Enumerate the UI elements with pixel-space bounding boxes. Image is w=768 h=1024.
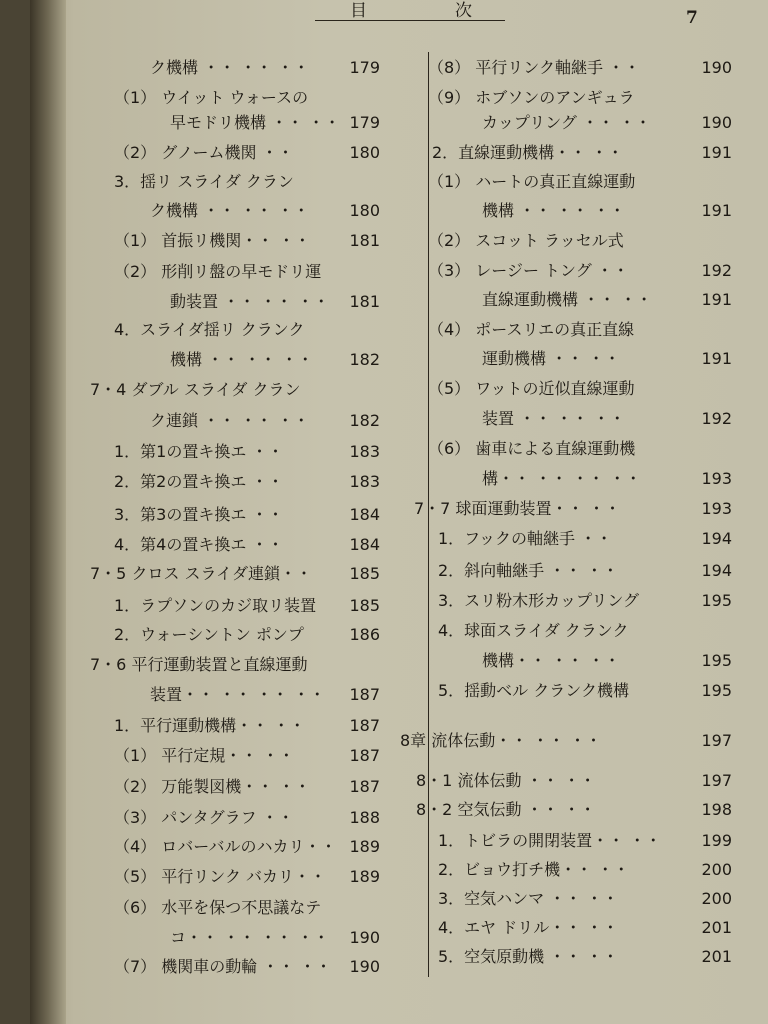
toc-page-number: 195 [701, 651, 732, 670]
toc-entry-text: 直線運動機構 ・・ ・・ [482, 290, 653, 309]
toc-page-number: 190 [701, 58, 732, 77]
toc-entry-text: 8・2 空気伝動 ・・ ・・ [416, 800, 596, 819]
toc-page-number: 184 [349, 535, 380, 554]
toc-page-number: 200 [701, 889, 732, 908]
toc-page-number: 201 [701, 918, 732, 937]
toc-entry-text: 2．直線運動機構・・ ・・ [432, 143, 624, 162]
toc-entry-text: 4．エヤ ドリル・・ ・・ [438, 918, 619, 937]
title-rule [315, 20, 505, 21]
toc-page-number: 187 [349, 685, 380, 704]
toc-entry-text: （6） 水平を保つ不思議なテ [114, 898, 322, 917]
toc-page-number: 191 [701, 290, 732, 309]
toc-entry-text: 4．スライダ揺リ クランク [114, 320, 305, 339]
toc-page-number: 187 [349, 746, 380, 765]
toc-entry-text: （9） ホブソンのアンギュラ [428, 88, 635, 107]
toc-entry-text: 動装置 ・・ ・・ ・・ [170, 292, 330, 311]
page-title [350, 0, 474, 21]
toc-entry-text: 8章 流体伝動・・ ・・ ・・ [400, 731, 602, 750]
toc-page-number: 191 [701, 201, 732, 220]
toc-page-number: 194 [701, 561, 732, 580]
toc-entry-text: 装置 ・・ ・・ ・・ [482, 409, 626, 428]
toc-entry-text: 機構 ・・ ・・ ・・ [482, 201, 626, 220]
title-left-char: 目 [350, 1, 369, 21]
toc-entry-text: 1．フックの軸継手 ・・ [438, 529, 613, 548]
page-number: 7 [686, 8, 698, 28]
toc-page-number: 195 [701, 591, 732, 610]
toc-entry-text: 3．揺リ スライダ クラン [114, 172, 294, 191]
toc-page-number: 185 [349, 596, 380, 615]
toc-page-number: 179 [349, 58, 380, 77]
toc-page-number: 192 [701, 261, 732, 280]
toc-entry-text: 7・7 球面運動装置・・ ・・ [414, 499, 621, 518]
toc-entry-text: 3．空気ハンマ ・・ ・・ [438, 889, 619, 908]
toc-entry-text: （7） 機関車の動輪 ・・ ・・ [114, 957, 332, 976]
toc-entry-text: 3．第3の置キ換エ ・・ [114, 505, 284, 524]
toc-entry-text: （8） 平行リンク軸継手 ・・ [428, 58, 641, 77]
toc-entry-text: 7・6 平行運動装置と直線運動 [90, 655, 308, 674]
toc-entry-text: （4） ロバーバルのハカリ・・ [114, 837, 337, 856]
toc-page-number: 193 [701, 499, 732, 518]
toc-entry-text: 3．スリ粉木形カップリング [438, 591, 640, 610]
toc-entry-text: （1） ハートの真正直線運動 [428, 172, 636, 191]
toc-entry-text: 機構 ・・ ・・ ・・ [170, 350, 314, 369]
toc-page-number: 180 [349, 143, 380, 162]
toc-page-number: 187 [349, 777, 380, 796]
toc-page-number: 179 [349, 113, 380, 132]
toc-entry-text: ク連鎖 ・・ ・・ ・・ [150, 411, 310, 430]
toc-page-number: 189 [349, 837, 380, 856]
toc-entry-text: 4．球面スライダ クランク [438, 621, 629, 640]
toc-entry-text: （3） パンタグラフ ・・ [114, 808, 294, 827]
toc-page-number: 191 [701, 349, 732, 368]
toc-entry-text: 装置・・ ・・ ・・ ・・ [150, 685, 326, 704]
toc-entry-text: 1．平行運動機構・・ ・・ [114, 716, 306, 735]
toc-page-number: 200 [701, 860, 732, 879]
toc-page-number: 190 [701, 113, 732, 132]
toc-entry-text: 1．トビラの開閉装置・・ ・・ [438, 831, 662, 850]
toc-entry-text: 5．揺動ベル クランク機構 [438, 681, 629, 700]
toc-page-number: 188 [349, 808, 380, 827]
toc-entry-text: 7・4 ダブル スライダ クラン [90, 380, 301, 399]
toc-page-number: 184 [349, 505, 380, 524]
toc-page-number: 182 [349, 411, 380, 430]
toc-entry-text: 1．ラプソンのカジ取リ装置 [114, 596, 317, 615]
toc-page-number: 183 [349, 442, 380, 461]
toc-page-number: 194 [701, 529, 732, 548]
toc-page-number: 197 [701, 771, 732, 790]
toc-entry-text: 5．空気原動機 ・・ ・・ [438, 947, 619, 966]
toc-page-number: 201 [701, 947, 732, 966]
toc-page-number: 183 [349, 472, 380, 491]
toc-entry-text: （5） 平行リンク バカリ・・ [114, 867, 327, 886]
toc-page-number: 192 [701, 409, 732, 428]
toc-entry-text: （6） 歯車による直線運動機 [428, 439, 636, 458]
toc-entry-text: （2） スコット ラッセル式 [428, 231, 624, 250]
toc-entry-text: 機構・・ ・・ ・・ [482, 651, 621, 670]
book-page [30, 0, 768, 1024]
toc-page-number: 193 [701, 469, 732, 488]
toc-entry-text: 構・・ ・・ ・・ ・・ [482, 469, 642, 488]
toc-entry-text: （1） 平行定規・・ ・・ [114, 746, 295, 765]
toc-page-number: 189 [349, 867, 380, 886]
toc-page-number: 187 [349, 716, 380, 735]
toc-entry-text: 4．第4の置キ換エ ・・ [114, 535, 284, 554]
toc-page-number: 191 [701, 143, 732, 162]
toc-page-number: 181 [349, 292, 380, 311]
toc-entry-text: カップリング ・・ ・・ [482, 113, 652, 132]
toc-entry-text: 8・1 流体伝動 ・・ ・・ [416, 771, 596, 790]
toc-entry-text: （2） グノーム機関 ・・ [114, 143, 294, 162]
toc-entry-text: ク機構 ・・ ・・ ・・ [150, 58, 310, 77]
toc-page-number: 195 [701, 681, 732, 700]
toc-page-number: 190 [349, 928, 380, 947]
toc-entry-text: （2） 万能製図機・・ ・・ [114, 777, 311, 796]
toc-entry-text: （3） レージー トング ・・ [428, 261, 629, 280]
toc-entry-text: （2） 形削リ盤の早モドリ運 [114, 262, 322, 281]
toc-entry-text: 2．ビョウ打チ機・・ ・・ [438, 860, 630, 879]
toc-entry-text: ク機構 ・・ ・・ ・・ [150, 201, 310, 220]
toc-entry-text: 2．ウォーシントン ポンプ [114, 625, 304, 644]
toc-entry-text: 1．第1の置キ換エ ・・ [114, 442, 284, 461]
toc-entry-text: （4） ポースリエの真正直線 [428, 320, 635, 339]
toc-entry-text: （5） ワットの近似直線運動 [428, 379, 635, 398]
toc-page-number: 185 [349, 564, 380, 583]
toc-entry-text: （1） 首振リ機関・・ ・・ [114, 231, 311, 250]
toc-page-number: 190 [349, 957, 380, 976]
toc-page-number: 181 [349, 231, 380, 250]
toc-entry-text: 2．第2の置キ換エ ・・ [114, 472, 284, 491]
toc-entry-text: 2．斜向軸継手 ・・ ・・ [438, 561, 619, 580]
toc-entry-text: （1） ウイット ウォースの [114, 88, 309, 107]
toc-entry-text: 早モドリ機構 ・・ ・・ [170, 113, 341, 132]
toc-page-number: 197 [701, 731, 732, 750]
toc-page-number: 180 [349, 201, 380, 220]
toc-page-number: 198 [701, 800, 732, 819]
toc-page-number: 182 [349, 350, 380, 369]
toc-page-number: 186 [349, 625, 380, 644]
title-right-char: 次 [455, 1, 474, 21]
toc-page-number: 199 [701, 831, 732, 850]
toc-entry-text: 運動機構 ・・ ・・ [482, 349, 621, 368]
page-gutter [30, 0, 66, 1024]
toc-entry-text: コ・・ ・・ ・・ ・・ [170, 928, 330, 947]
toc-entry-text: 7・5 クロス スライダ連鎖・・ [90, 564, 313, 583]
